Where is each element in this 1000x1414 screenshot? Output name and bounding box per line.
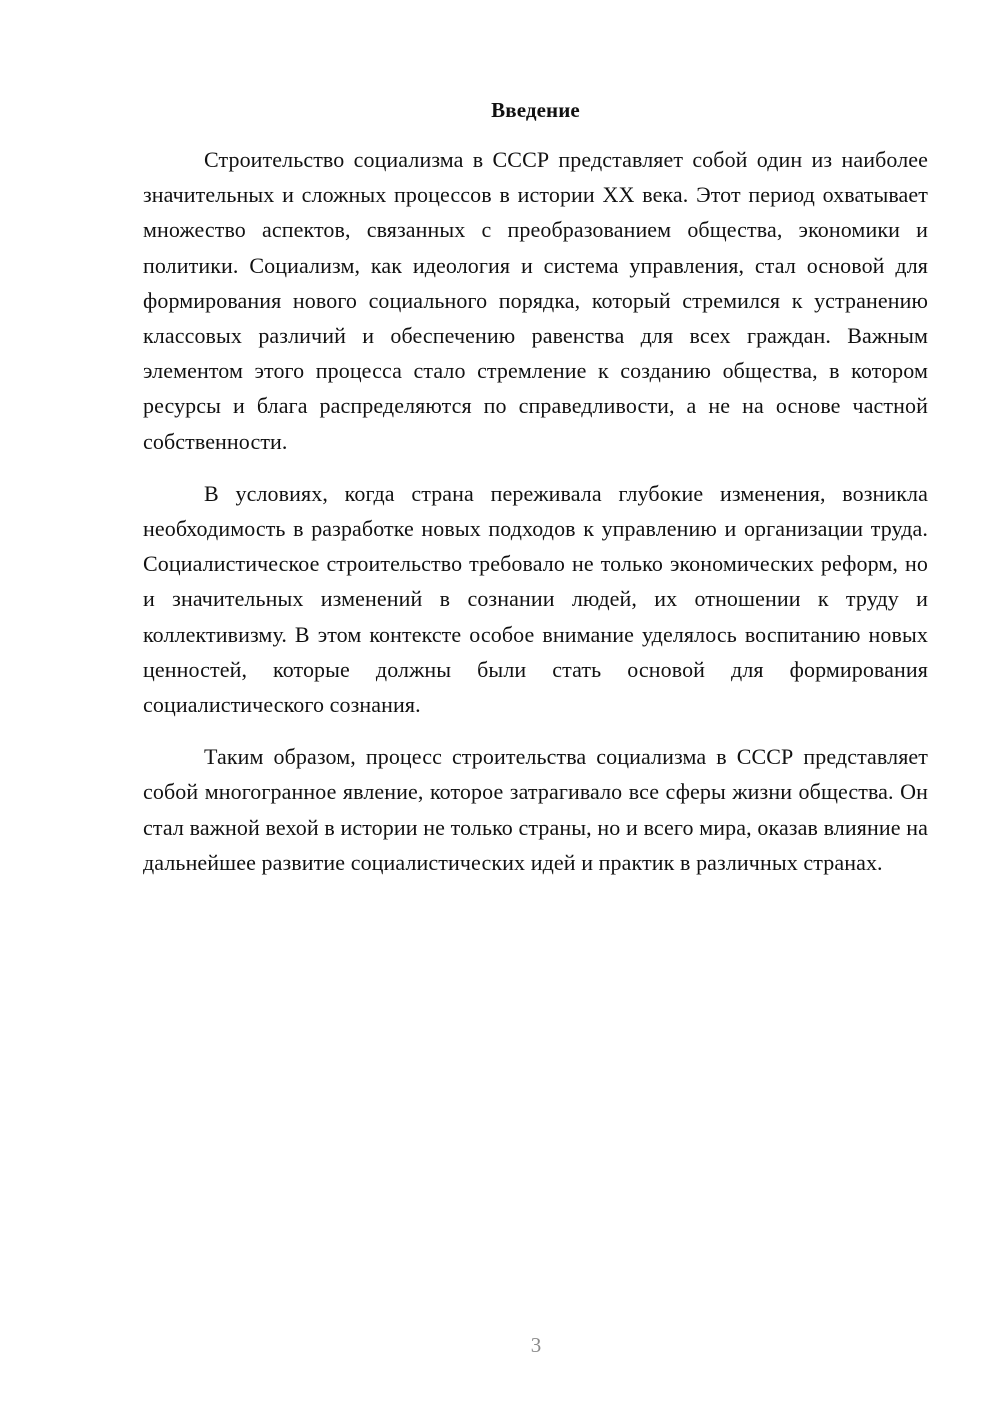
body-text	[143, 142, 928, 897]
paragraph-2: В условиях, когда страна переживала глубокие изменения, возникла необходимость в разработке новых подходов к управлению и организации труда. Социалистическое строительство требовало не только экономических реформ, но и значительных изменений в сознании людей, их отношении к труду и коллективизму. В этом контексте особое внимание уделялось воспитанию новых ценностей, которые должны были стать основой для формирования социалистического сознания.	[143, 480, 928, 718]
page-title: Введение	[491, 98, 580, 122]
page-number: 3	[530, 1333, 542, 1357]
paragraph-1: Строительство социализма в СССР представляет собой один из наиболее значительных и сложных процессов в истории XX века. Этот период охватывает множество аспектов, связанных с преобразованием общества, экономики и политики. Социализм, как идеология и система управления, стал основой для формирования нового социального порядка, который стремился к устранению классовых различий и обеспечению равенства для всех граждан. Важным элементом этого процесса стало стремление к созданию общества, в котором ресурсы и блага распределяются по справедливости, а не на основе частной собственности.	[143, 147, 928, 454]
paragraph-3: Таким образом, процесс строительства социализма в СССР представляет собой многогранное явление, которое затрагивало все сферы жизни общества. Он стал важной вехой в истории не только страны, но и всего мира, оказав влияние на дальнейшее развитие социалистических идей и практик в различных странах.	[143, 744, 928, 875]
